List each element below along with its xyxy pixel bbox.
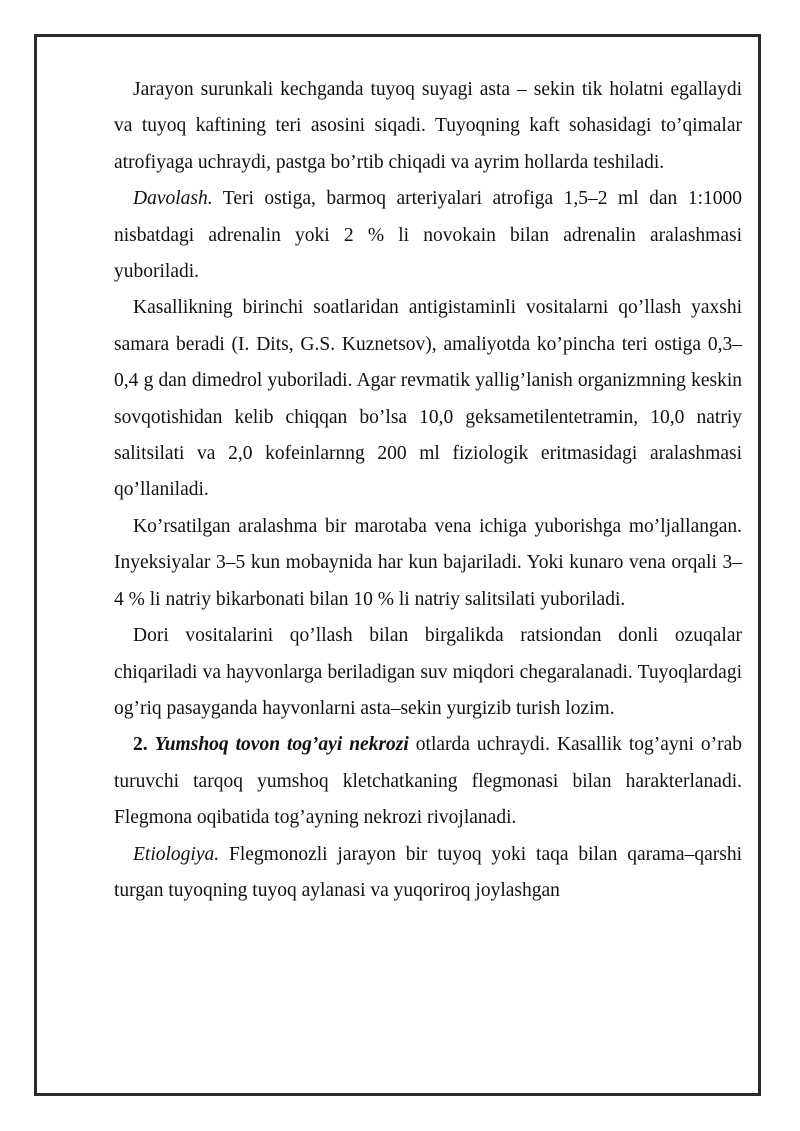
paragraph-text: otlarda uchraydi. Kasallik tog’ayni o’rab turuvchi tarqoq yumshoq kletchatkaning flegmonasi bilan harakterlanadi. Flegmona oqibatida tog’ayning nekrozi rivojlanadi. [114, 734, 742, 829]
paragraph-section-2 [114, 727, 742, 836]
paragraph-text: Dori vositalarini qo’llash bilan birgalikda ratsiondan donli ozuqalar chiqariladi va hayvonlarga beriladigan suv miqdori chegaralanadi. Tuyoqlardagi og’riq pasayganda hayvonlarni asta–sekin yurgizib turish lozim. [114, 625, 742, 719]
section-number: 2. [133, 734, 148, 756]
paragraph-etiology [114, 837, 742, 910]
etiology-label: Etiologiya. [133, 843, 220, 865]
paragraph-diet [114, 618, 742, 727]
treatment-label: Davolash. [133, 188, 213, 210]
document-body [114, 72, 742, 909]
paragraph-text: Kasallikning birinchi soatlaridan antigistaminli vositalarni qo’llash yaxshi samara beradi (I. Dits, G.S. Kuznetsov), amaliyotda ko’pincha teri ostiga 0,3–0,4 g dan dimedrol yuboriladi. Agar revmatik yallig’lanish organizmning keskin sovqotishidan kelib chiqqan bo’lsa 10,0 geksametilentetramin, 10,0 natriy salitsilati va 2,0 kofeinlarnng 200 ml fiziologik eritmasidagi aralashmasi qo’llaniladi. [114, 297, 742, 501]
paragraph-text: Teri ostiga, barmoq arteriyalari atrofiga 1,5–2 ml dan 1:1000 nisbatdagi adrenalin yoki 2 % li novokain bilan adrenalin aralashmasi yuboriladi. [114, 188, 742, 283]
paragraph-text: Jarayon surunkali kechganda tuyoq suyagi asta – sekin tik holatni egallaydi va tuyoq kaftining teri asosini siqadi. Tuyoqning kaft sohasidagi to’qimalar atrofiyaga uchraydi, pastga bo’rtib chiqadi va ayrim hollarda teshiladi. [114, 79, 742, 173]
paragraph-treatment [114, 181, 742, 290]
paragraph-text: Ko’rsatilgan aralashma bir marotaba vena ichiga yuborishga mo’ljallangan. Inyeksiyalar 3–5 kun mobaynida har kun bajariladi. Yoki kunaro vena orqali 3–4 % li natriy bikarbonati bilan 10 % li natriy salitsilati yuboriladi. [114, 515, 742, 610]
paragraph-injections [114, 509, 742, 618]
paragraph-text: Flegmonozli jarayon bir tuyoq yoki taqa bilan qarama–qarshi turgan tuyoqning tuyoq aylanasi va yuqoriroq joylashgan [114, 843, 742, 901]
section-heading: Yumshoq tovon tog’ayi nekrozi [154, 734, 409, 756]
paragraph-antihistamines [114, 290, 742, 508]
paragraph-chronic-course [114, 72, 742, 181]
